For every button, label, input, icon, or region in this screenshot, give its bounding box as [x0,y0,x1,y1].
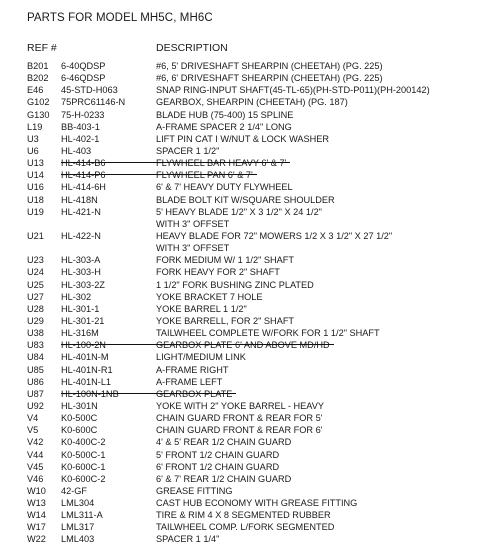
ref-cell: U18 [27,194,44,205]
ref-cell: U29 [27,315,44,326]
part-number-cell: LML304 [61,498,95,509]
description-cell: FORK HEAVY FOR 2" SHAFT [156,267,280,278]
table-row [0,72,500,84]
description-cell: FLYWHEEL BAR HEAVY 6' & 7' [156,158,287,169]
description-cell: 5' HEAVY BLADE 1/2" X 3 1/2" X 24 1/2" [156,206,322,217]
ref-column-header: REF # [27,42,57,54]
table-row [0,327,500,339]
part-number-cell: HL-414-6H [61,182,106,193]
ref-cell: V46 [27,473,44,484]
ref-cell: G130 [27,109,50,120]
table-row [0,254,500,266]
part-number-cell: HL-316M [61,328,99,339]
ref-cell: U25 [27,279,44,290]
table-row [0,485,500,497]
description-cell: 6' FRONT 1/2 CHAIN GUARD [156,461,280,472]
strikethrough-line [61,344,334,345]
table-row-continuation [0,218,500,230]
table-row [0,60,500,72]
description-cell: #6, 5' DRIVESHAFT SHEARPIN (CHEETAH) (PG. 225) [156,61,383,71]
ref-cell: W10 [27,485,46,496]
table-row [0,436,500,448]
table-row [0,206,500,218]
part-number-cell: BB-403-1 [61,121,100,132]
description-cell: CAST HUB ECONOMY WITH GREASE FITTING [156,498,358,509]
part-number-cell: HL-403 [61,145,92,156]
description-cell: HEAVY BLADE FOR 72" MOWERS 1/2 X 3 1/2" X 27 1/2" [156,230,393,241]
ref-cell: U28 [27,303,44,314]
ref-cell: U3 [27,133,39,144]
table-row [0,145,500,157]
ref-cell: U87 [27,388,44,399]
part-number-cell: HL-422-N [61,230,101,241]
description-cell: CHAIN GUARD FRONT & REAR FOR 5' [156,413,323,424]
part-number-cell: HL-301-21 [61,315,105,326]
description-cell: A-FRAME LEFT [156,376,223,387]
description-cell: YOKE BARRELL, FOR 2" SHAFT [156,315,295,326]
ref-cell: U16 [27,182,44,193]
table-row [0,521,500,533]
ref-cell: V5 [27,425,39,436]
table-row [0,473,500,485]
ref-cell: V44 [27,449,44,460]
part-number-cell: HL-401N-M [61,352,109,363]
ref-cell: W14 [27,510,46,521]
part-number-cell: HL-303-2Z [61,279,105,290]
strikethrough-line [61,393,236,394]
table-row [0,364,500,376]
ref-cell: U23 [27,255,44,266]
ref-cell: U85 [27,364,44,375]
description-cell: TIRE & RIM 4 X 8 SEGMENTED RUBBER [156,510,331,521]
part-number-cell: 6-40QDSP [61,61,106,71]
ref-cell: U14 [27,170,44,181]
description-cell: FORK MEDIUM W/ 1 1/2" SHAFT [156,255,295,266]
ref-cell: L19 [27,121,43,132]
ref-cell: U84 [27,352,44,363]
table-row [0,230,500,242]
part-number-cell: LML403 [61,534,95,545]
description-cell: #6, 6' DRIVESHAFT SHEARPIN (CHEETAH) (PG. 225) [156,73,383,84]
ref-cell: U13 [27,158,44,169]
description-cell: WITH 3" OFFSET [156,218,230,229]
description-cell: YOKE BRACKET 7 HOLE [156,291,263,302]
description-cell: A-FRAME SPACER 2 1/4" LONG [156,121,292,132]
description-cell: GEARBOX, SHEARPIN (CHEETAH) (PG. 187) [156,97,348,108]
part-number-cell: HL-303-A [61,255,101,266]
table-row [0,133,500,145]
document-title: PARTS FOR MODEL MH5C, MH6C [27,12,213,24]
table-row [0,303,500,315]
description-cell: 6' & 7' REAR 1/2 CHAIN GUARD [156,473,292,484]
description-cell: SNAP RING-INPUT SHAFT(45-TL-65)(PH-STD-P011)(PH-200142) [156,85,430,96]
ref-cell: U27 [27,291,44,302]
description-cell: TAILWHEEL COMP. L/FORK SEGMENTED [156,522,335,533]
ref-cell: U83 [27,340,44,351]
strikethrough-line [61,162,290,163]
ref-cell: B202 [27,73,49,84]
table-row [0,109,500,121]
ref-cell: V42 [27,437,44,448]
part-number-cell: HL-401N-R1 [61,364,113,375]
description-cell: LIFT PIN CAT I W/NUT & LOCK WASHER [156,133,330,144]
part-number-cell: HL-418N [61,194,98,205]
table-row [0,509,500,521]
ref-cell: V45 [27,461,44,472]
ref-cell: B201 [27,61,49,71]
part-number-cell: HL-414-B6 [61,158,106,169]
part-number-cell: HL-421-N [61,206,101,217]
ref-cell: U92 [27,400,44,411]
description-cell: 6' & 7' HEAVY DUTY FLYWHEEL [156,182,293,193]
description-cell: BLADE HUB (75-400) 15 SPLINE [156,109,294,120]
description-cell: SPACER 1 1/2" [156,145,220,156]
part-number-cell: HL-100-2N [61,340,106,351]
ref-cell: G102 [27,97,50,108]
description-cell: A-FRAME RIGHT [156,364,229,375]
table-row [0,291,500,303]
ref-cell: E46 [27,85,44,96]
part-number-cell: 75PRC61146-N [61,97,126,108]
description-cell: SPACER 1 1/4" [156,534,220,545]
table-row [0,84,500,96]
part-number-cell: LML311-A [61,510,103,521]
ref-cell: V4 [27,413,39,424]
description-column-header: DESCRIPTION [156,42,228,54]
table-row [0,121,500,133]
description-cell: WITH 3" OFFSET [156,243,230,254]
description-cell: GREASE FITTING [156,485,233,496]
table-row [0,533,500,545]
description-cell: FLYWHEEL PAN 6' & 7' [156,170,253,181]
ref-cell: U19 [27,206,44,217]
part-number-cell: K0-400C-2 [61,437,106,448]
description-cell: CHAIN GUARD FRONT & REAR FOR 6' [156,425,323,436]
ref-cell: U6 [27,145,39,156]
strikethrough-line [61,174,257,175]
part-number-cell: 6-46QDSP [61,73,106,84]
table-row [0,194,500,206]
table-row-continuation [0,242,500,254]
part-number-cell: K0-500C [61,413,98,424]
table-row [0,279,500,291]
table-row [0,449,500,461]
part-number-cell: HL-100N-1NB [61,388,119,399]
part-number-cell: HL-401N-L1 [61,376,112,387]
table-row [0,461,500,473]
description-cell: TAILWHEEL COMPLETE W/FORK FOR 1 1/2" SHAFT [156,328,380,339]
table-row [0,169,500,181]
part-number-cell: K0-600C [61,425,98,436]
table-row [0,400,500,412]
part-number-cell: LML317 [61,522,95,533]
table-row [0,157,500,169]
ref-cell: U21 [27,230,44,241]
part-number-cell: K0-500C-1 [61,449,106,460]
table-row [0,96,500,108]
part-number-cell: 75-H-0233 [61,109,105,120]
part-number-cell: K0-600C-2 [61,473,106,484]
ref-cell: W17 [27,522,46,533]
ref-cell: W13 [27,498,46,509]
ref-cell: W22 [27,534,46,545]
ref-cell: U24 [27,267,44,278]
table-row [0,412,500,424]
description-cell: GEARBOX PLATE [156,388,233,399]
table-row [0,266,500,278]
table-row [0,315,500,327]
table-row [0,424,500,436]
description-cell: 4' & 5' REAR 1/2 CHAIN GUARD [156,437,292,448]
table-row [0,497,500,509]
part-number-cell: HL-402-1 [61,133,100,144]
parts-table [0,60,500,546]
ref-cell: U86 [27,376,44,387]
part-number-cell: HL-302 [61,291,92,302]
description-cell: 1 1/2" FORK BUSHING ZINC PLATED [156,279,314,290]
table-row [0,181,500,193]
part-number-cell: 45-STD-H063 [61,85,118,96]
description-cell: GEARBOX PLATE 6' AND ABOVE MD/HD [156,340,330,351]
table-row [0,388,500,400]
description-cell: YOKE BARREL 1 1/2" [156,303,247,314]
description-cell: LIGHT/MEDIUM LINK [156,352,246,363]
ref-cell: U38 [27,328,44,339]
description-cell: BLADE BOLT KIT W/SQUARE SHOULDER [156,194,335,205]
part-number-cell: HL-301-1 [61,303,100,314]
part-number-cell: HL-303-H [61,267,101,278]
part-number-cell: K0-600C-1 [61,461,106,472]
part-number-cell: 42-GF [61,485,88,496]
table-row [0,376,500,388]
part-number-cell: HL-301N [61,400,98,411]
description-cell: 5' FRONT 1/2 CHAIN GUARD [156,449,280,460]
table-row [0,351,500,363]
part-number-cell: HL-414-P6 [61,170,106,181]
description-cell: YOKE WITH 2" YOKE BARREL - HEAVY [156,400,324,411]
table-row [0,339,500,351]
